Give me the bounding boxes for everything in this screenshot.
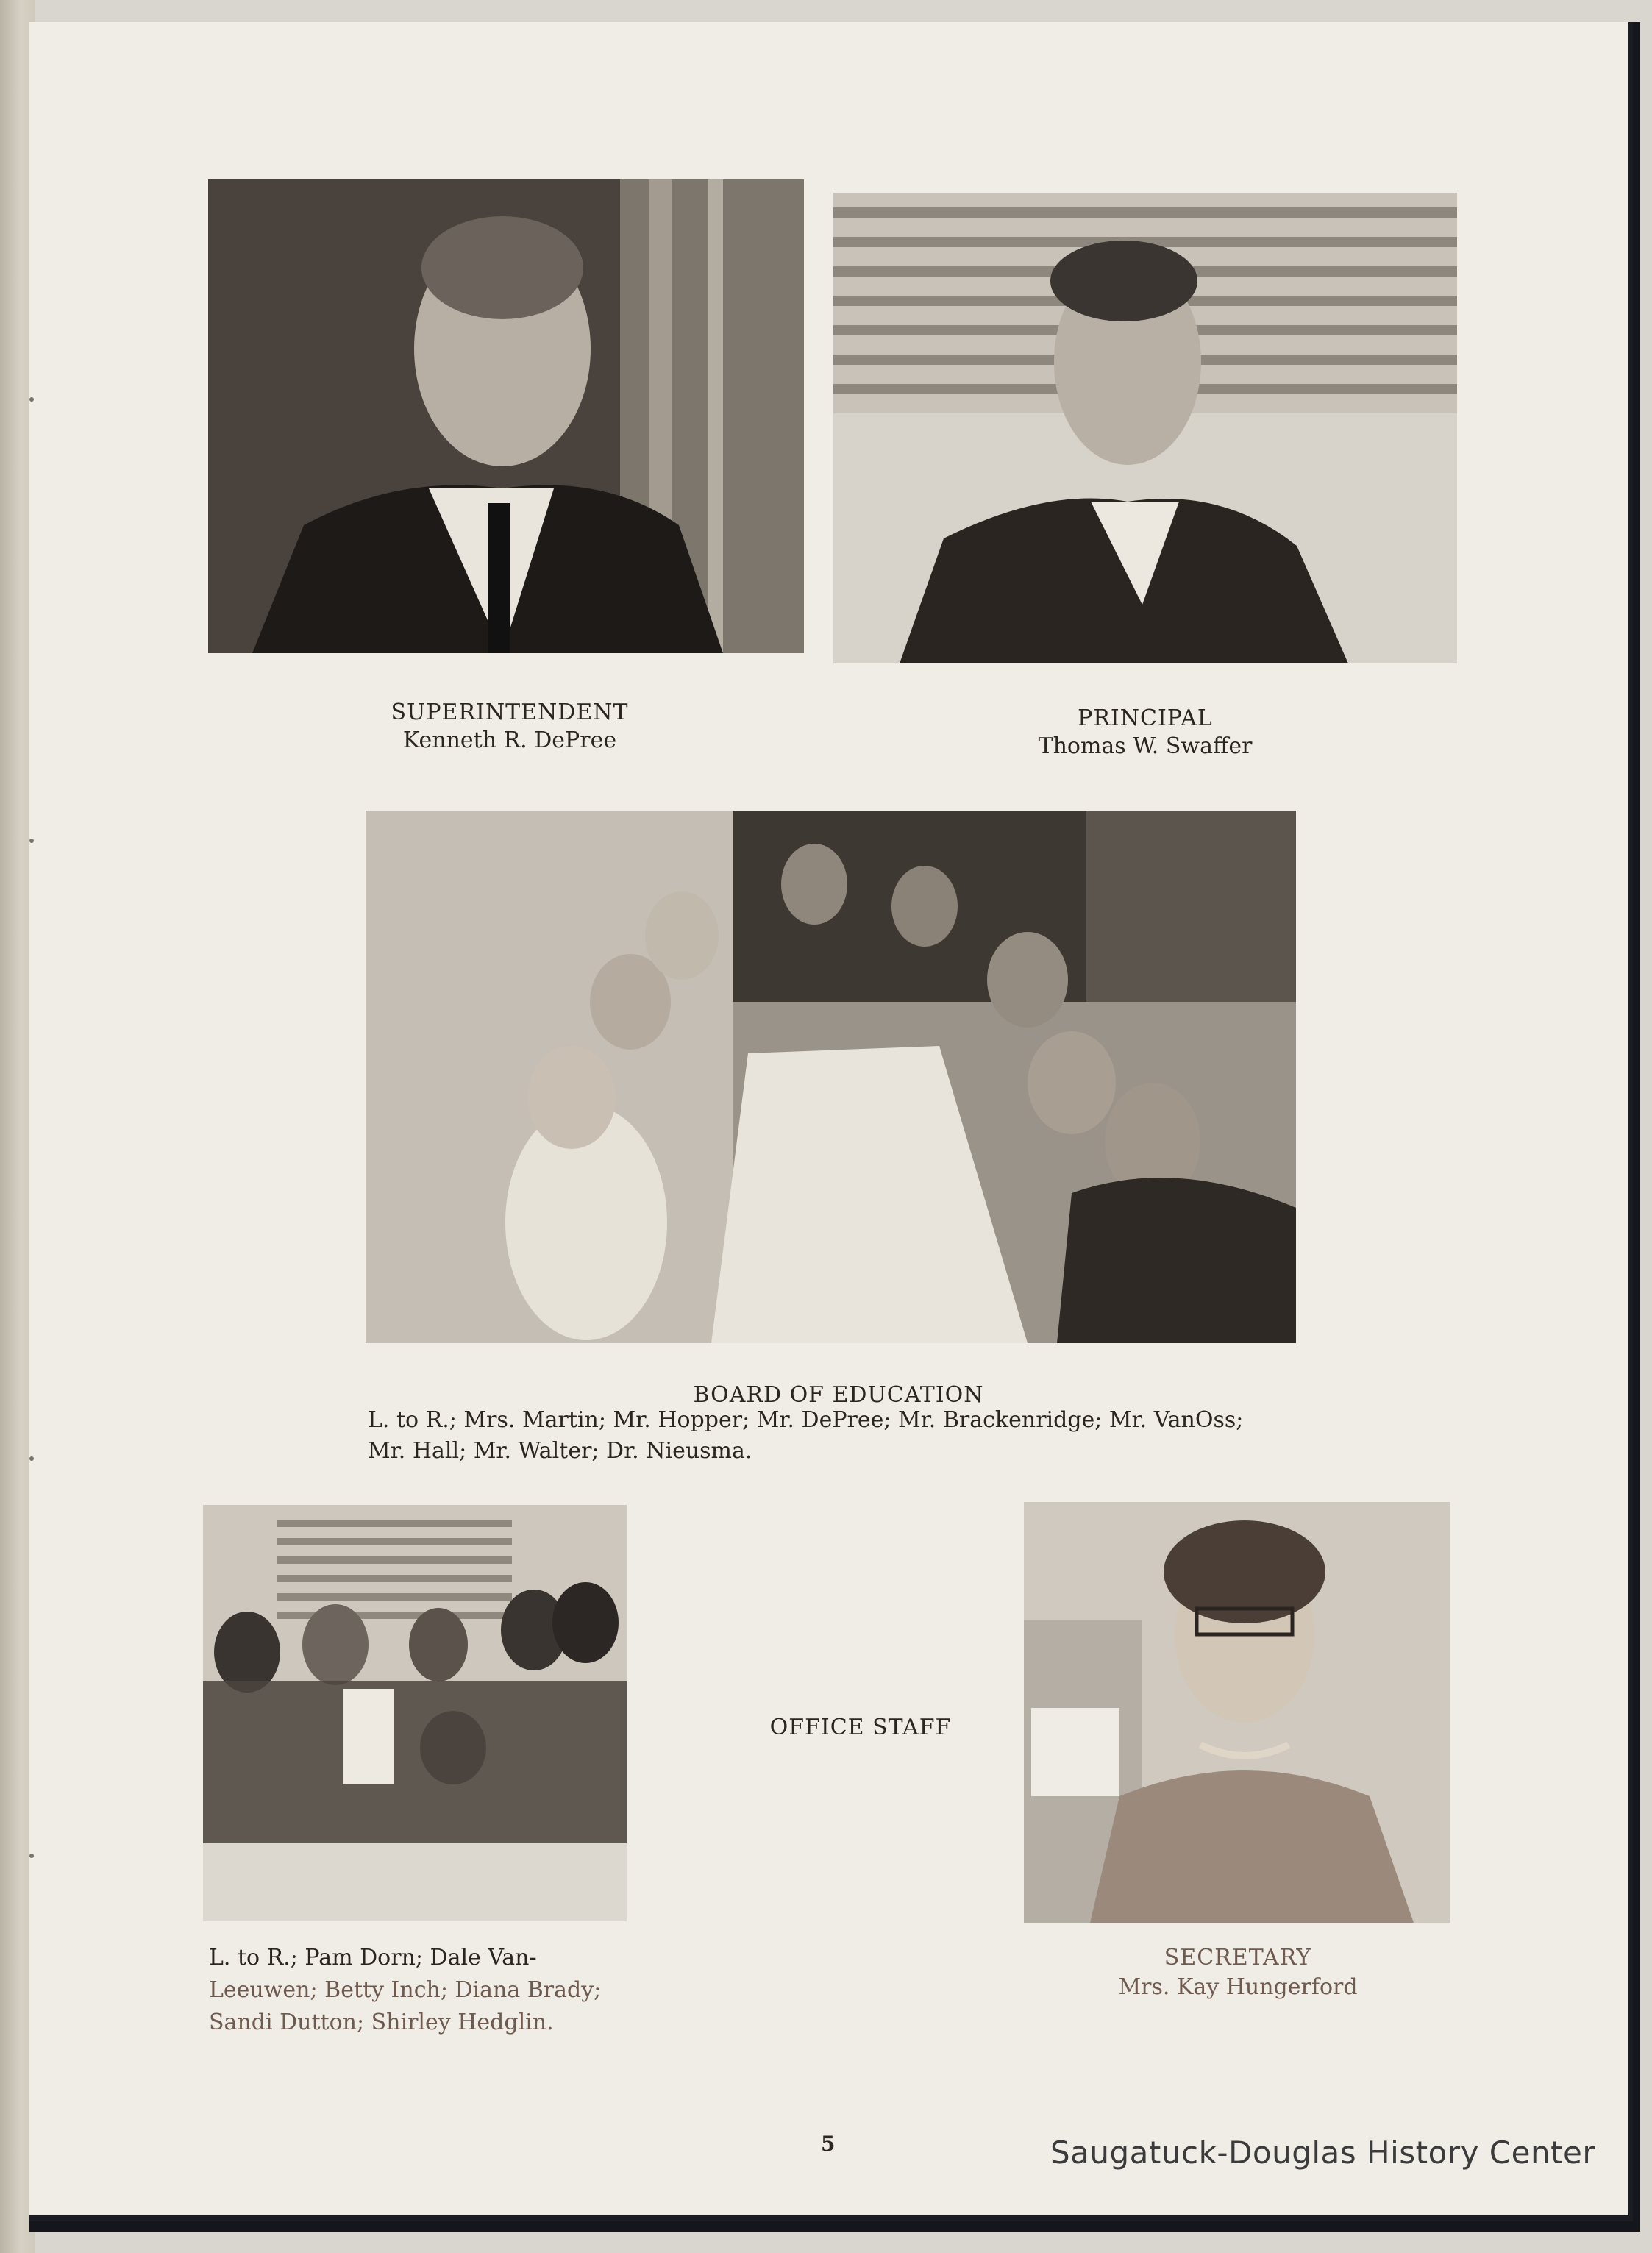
principal-caption [991,705,1300,761]
office-staff-line-2: Leeuwen; Betty Inch; Diana Brady; [209,1977,602,2003]
office-staff-line-1: L. to R.; Pam Dorn; Dale Van- [209,1945,537,1971]
yearbook-page [29,22,1640,2232]
binding-stitch [29,839,34,843]
principal-photo [833,193,1457,663]
superintendent-name: Kenneth R. DePree [402,727,617,753]
page-number: 5 [821,2132,836,2156]
binding-stitch [29,1456,34,1461]
board-names-line-1: L. to R.; Mrs. Martin; Mr. Hopper; Mr. DePree; Mr. Brackenridge; Mr. VanOss; [368,1407,1244,1433]
watermark-text: Saugatuck-Douglas History Center [1050,2135,1596,2171]
secretary-caption [1098,1943,1378,2002]
superintendent-caption [355,699,664,755]
principal-title: PRINCIPAL [1078,705,1213,731]
principal-name: Thomas W. Swaffer [1038,733,1253,759]
board-caption-names [368,1405,1324,1467]
office-staff-line-3: Sandi Dutton; Shirley Hedglin. [209,2010,554,2035]
secretary-photo [1024,1502,1450,1923]
office-staff-caption [209,1942,680,2039]
board-caption-title: BOARD OF EDUCATION [693,1382,984,1408]
office-staff-photo [203,1505,627,1921]
board-of-education-photo [366,811,1296,1343]
board-names-line-2: Mr. Hall; Mr. Walter; Dr. Nieusma. [368,1438,752,1464]
superintendent-title: SUPERINTENDENT [391,700,629,725]
binding-stitch [29,397,34,402]
office-staff-title: OFFICE STAFF [769,1715,952,1740]
secretary-title: SECRETARY [1164,1945,1312,1971]
superintendent-photo [208,179,804,653]
binding-stitch [29,1854,34,1858]
secretary-name: Mrs. Kay Hungerford [1118,1974,1358,2000]
